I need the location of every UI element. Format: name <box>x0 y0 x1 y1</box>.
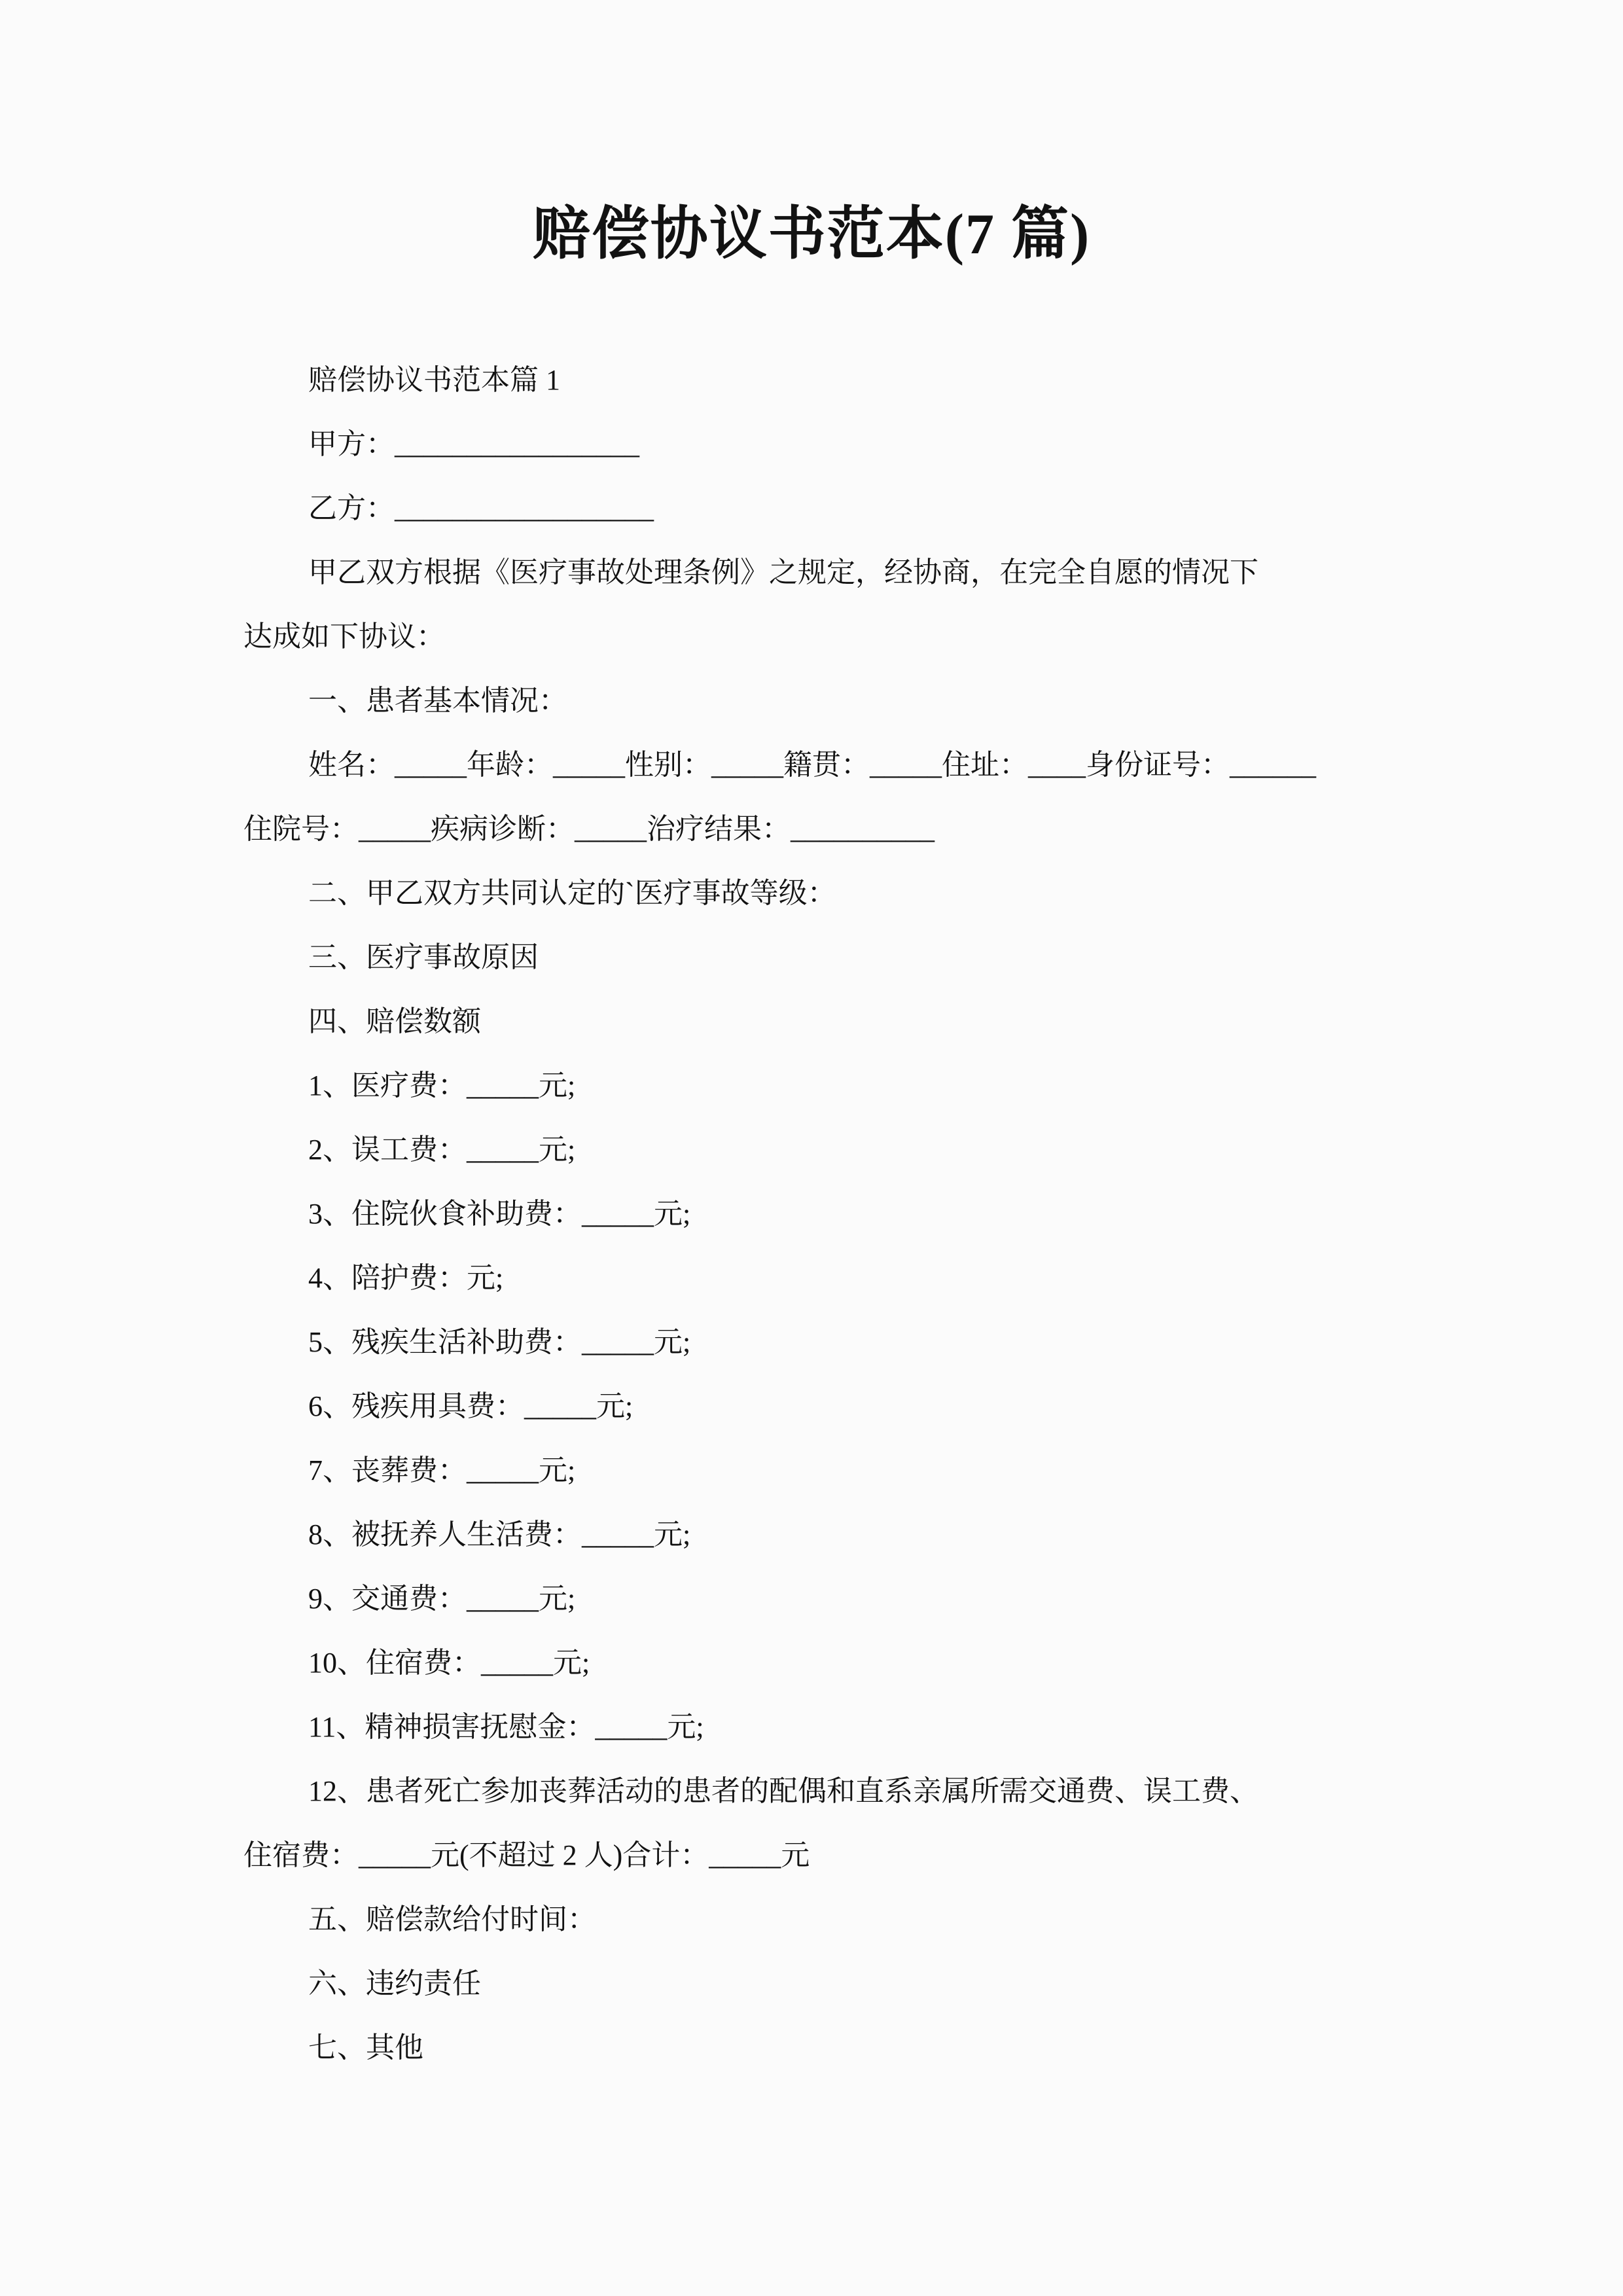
document-line: 12、患者死亡参加丧葬活动的患者的配偶和直系亲属所需交通费、误工费、 <box>308 1775 1258 1807</box>
document-line: 住宿费：_____元(不超过 2 人)合计：_____元 <box>243 1839 810 1871</box>
document-line: 赔偿协议书范本篇 1 <box>308 364 560 396</box>
document-line: 7、丧葬费：_____元; <box>308 1454 576 1486</box>
document-line: 住院号：_____疾病诊断：_____治疗结果：__________ <box>243 813 935 845</box>
document-line: 四、赔偿数额 <box>308 1005 481 1037</box>
document-line: 三、医疗事故原因 <box>308 941 539 973</box>
document-body <box>243 348 1380 2080</box>
document-line: 达成如下协议： <box>243 620 445 653</box>
document-line: 3、住院伙食补助费：_____元; <box>308 1198 691 1230</box>
document-line: 1、医疗费：_____元; <box>308 1069 576 1102</box>
document-line: 姓名：_____年龄：_____性别：_____籍贯：_____住址：____身份证号：______ <box>308 749 1316 781</box>
document-line: 5、残疾生活补助费：_____元; <box>308 1326 691 1358</box>
document-line: 甲方：_________________ <box>308 428 639 460</box>
document-line: 2、误工费：_____元; <box>308 1134 576 1166</box>
document-line: 6、残疾用具费：_____元; <box>308 1390 633 1422</box>
document-line: 10、住宿费：_____元; <box>308 1647 590 1679</box>
document-line: 11、精神损害抚慰金：_____元; <box>308 1711 704 1743</box>
document-line: 4、陪护费：元; <box>308 1262 504 1294</box>
document-line: 9、交通费：_____元; <box>308 1583 576 1615</box>
document-line: 七、其他 <box>308 2032 423 2064</box>
document-line: 甲乙双方根据《医疗事故处理条例》之规定，经协商，在完全自愿的情况下 <box>308 556 1258 588</box>
document-line: 五、赔偿款给付时间： <box>308 1903 596 1935</box>
document-line: 六、违约责任 <box>308 1967 481 2000</box>
document-line: 8、被抚养人生活费：_____元; <box>308 1518 691 1551</box>
document-title: 赔偿协议书范本(7 篇) <box>532 203 1091 266</box>
document-line: 一、患者基本情况： <box>308 685 567 717</box>
document-line: 乙方：__________________ <box>308 492 654 524</box>
document-line: 二、甲乙双方共同认定的`医疗事故等级： <box>308 877 836 909</box>
